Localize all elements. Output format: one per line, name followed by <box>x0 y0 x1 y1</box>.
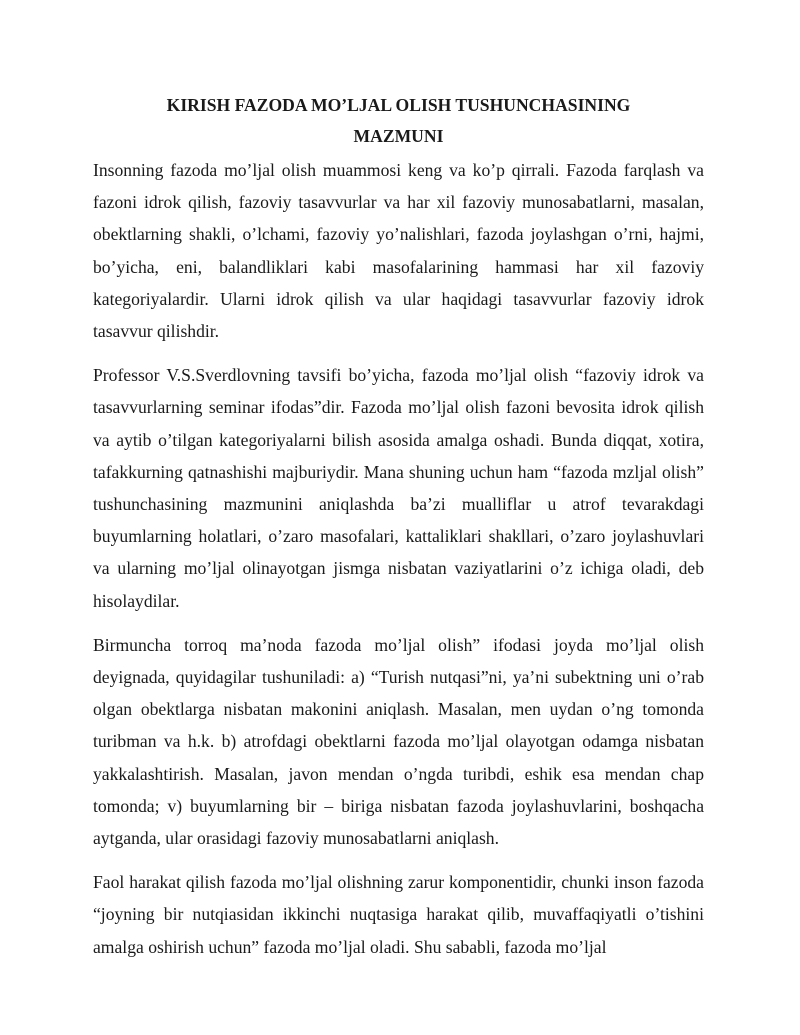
title-line-1: KIRISH FAZODA MO’LJAL OLISH TUSHUNCHASINING <box>166 95 631 115</box>
title-line-2: MAZMUNI <box>353 126 444 146</box>
paragraph-2: Professor V.S.Sverdlovning tavsifi bo’yicha, fazoda mo’ljal olish “fazoviy idrok va tasavvurlarning seminar ifodas”dir. Fazoda mo’ljal olish fazoni bevosita idrok qilish va aytib o’tilgan kategoriyalarni bilish asosida amalga oshadi. Bunda diqqat, xotira, tafakkurning qatnashishi majburiydir. Mana shuning uchun ham “fazoda mzljal olish” tushunchasining mazmunini aniqlashda ba’zi mualliflar u atrof tevarakdagi buyumlarning holatlari, o’zaro masofalari, kattaliklari shakllari, o’zaro joylashuvlari va ularning mo’ljal olinayotgan jismga nisbatan vaziyatlarini o’z ichiga oladi, deb hisolaydilar. <box>93 365 704 611</box>
document-title <box>93 90 704 152</box>
document-page <box>93 90 704 975</box>
paragraph-1: Insonning fazoda mo’ljal olish muammosi keng va ko’p qirrali. Fazoda farqlash va fazoni idrok qilish, fazoviy tasavvurlar va har xil fazoviy munosabatlarni, masalan, obektlarning shakli, o’lchami, fazoviy yo’nalishlari, fazoda joylashgan o’rni, hajmi, bo’yicha, eni, balandliklari kabi masofalarining hammasi har xil fazoviy kategoriyalardir. Ularni idrok qilish va ular haqidagi tasavvurlar fazoviy idrok tasavvur qilishdir. <box>93 160 704 342</box>
paragraph-4: Faol harakat qilish fazoda mo’ljal olishning zarur komponentidir, chunki inson fazoda “joyning bir nutqiasidan ikkinchi nuqtasiga harakat qilib, muvaffaqiyatli o’tishini amalga oshirish uchun” fazoda mo’ljal oladi. Shu sababli, fazoda mo’ljal <box>93 872 704 957</box>
paragraph-3: Birmuncha torroq ma’noda fazoda mo’ljal olish” ifodasi joyda mo’ljal olish deyignada, quyidagilar tushuniladi: a) “Turish nutqasi”ni, ya’ni subektning uni o’rab olgan obektlarga nisbatan makonini aniqlash. Masalan, men uydan o’ng tomonda turibman va h.k. b) atrofdagi obektlarni fazoda mo’ljal olayotgan odamga nisbatan yakkalashtirish. Masalan, javon mendan o’ngda turibdi, eshik esa mendan chap tomonda; v) buyumlarning bir – biriga nisbatan fazoda joylashuvlarini, boshqacha aytganda, ular orasidagi fazoviy munosabatlarni aniqlash. <box>93 634 704 849</box>
